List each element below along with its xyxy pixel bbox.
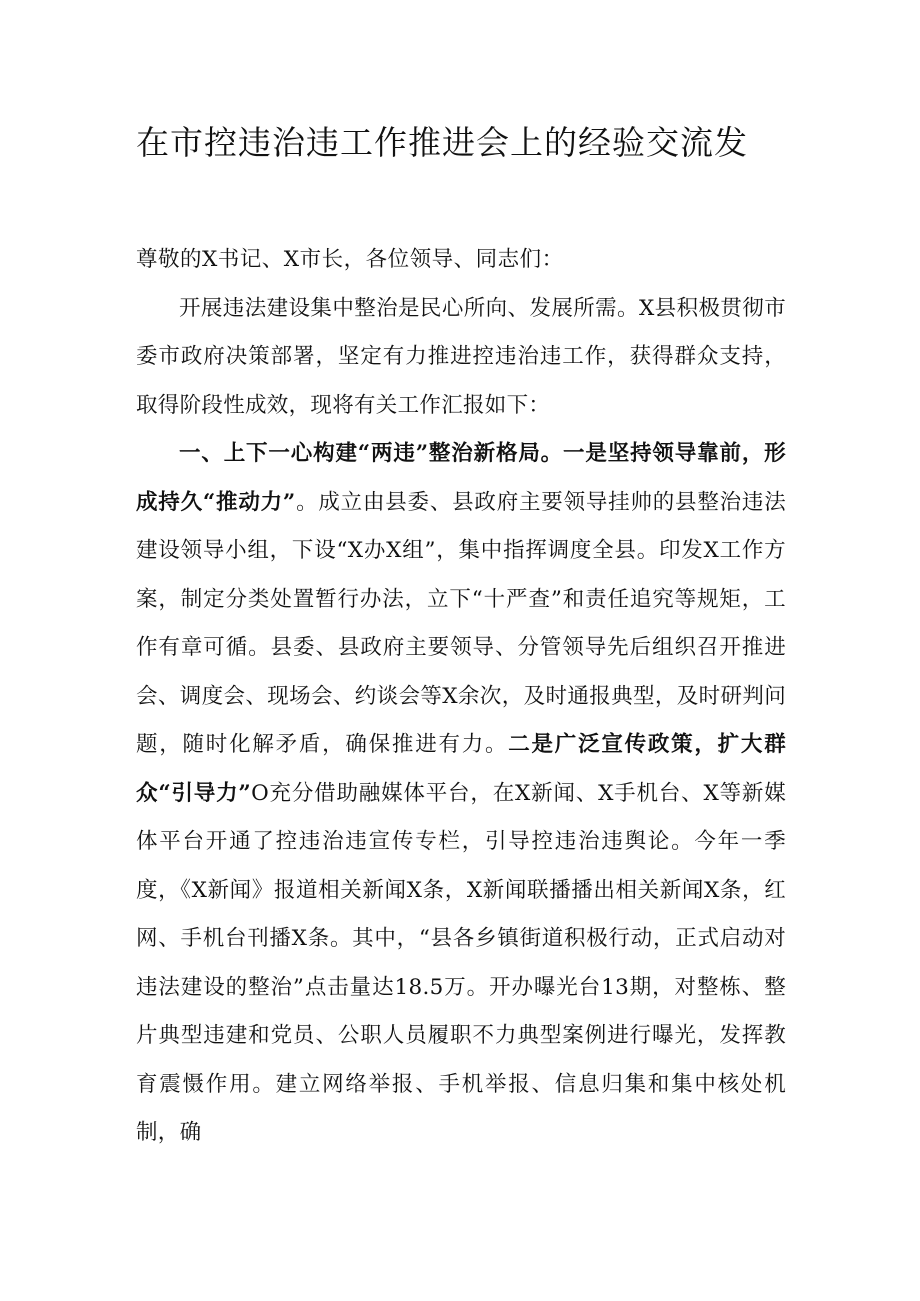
point-2-text: O充分借助融媒体平台，在X新闻、X手机台、X等新媒体平台开通了控违治违宣传专栏，引导控违治违舆论。今年一季度，《X新闻》报道相关新闻X条，X新闻联播播出相关新闻X条，红网、手机台刊播X条。其中，“县各乡镇街道积极行动，正式启动对违法建设的整治”点击量达18.5万。开办曝光台13期，对整栋、整片典型违建和党员、公职人员履职不力典型案例进行曝光，发挥教育震慑作用。建立网络举报、手机举报、信息归集和集中核处机制，确 (136, 780, 786, 1145)
point-1-heading: 一是坚持领导靠前，形成持久“推动力” (136, 441, 786, 515)
salutation: 尊敬的X书记、X市长，各位领导、同志们： (136, 247, 564, 272)
point-2-heading: 二是广泛宣传政策，扩大群众“引导力” (136, 732, 786, 806)
section-1-heading: 一、上下一心构建“两违”整治新格局。 (179, 441, 564, 466)
document-title: 在市控违治违工作推进会上的经验交流发 (136, 123, 748, 162)
intro-paragraph: 开展违法建设集中整治是民心所向、发展所需。X县积极贯彻市委市政府决策部署，坚定有力推进控违治违工作，获得群众支持，取得阶段性成效，现将有关工作汇报如下： (136, 295, 786, 418)
section-1-paragraph (136, 430, 786, 1158)
point-1-text: 。成立由县委、县政府主要领导挂帅的县整治违法建设领导小组，下设“X办X组”，集中指挥调度全县。印发X工作方案，制定分类处置暂行办法，立下“十严查”和责任追究等规矩，工作有章可循。县委、县政府主要领导、分管领导先后组织召开推进会、调度会、现场会、约谈会等X余次，及时通报典型，及时研判问题，随时化解矛盾，确保推进有力。 (136, 489, 786, 757)
document-body (136, 236, 786, 1158)
